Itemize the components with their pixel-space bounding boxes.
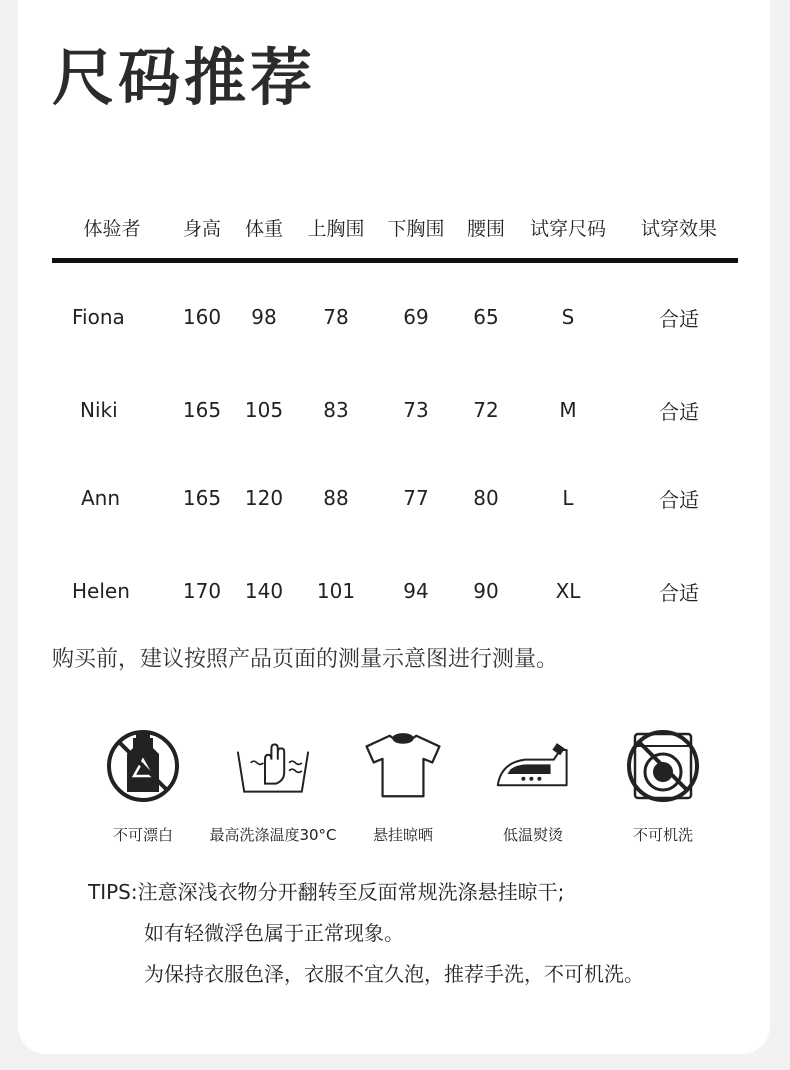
- cell-under-bust: 69: [403, 305, 429, 329]
- tips-line-1: TIPS:注意深浅衣物分开翻转至反面常规洗涤悬挂晾干;: [88, 880, 565, 904]
- cell-tester: Helen: [72, 579, 130, 603]
- header-height: 身高: [172, 196, 232, 261]
- hand-wash-icon: [233, 726, 313, 806]
- care-item-no-machine-wash: [598, 726, 728, 856]
- low-iron-icon: [493, 726, 573, 806]
- cell-upper-bust: 78: [323, 305, 349, 329]
- table-row: [52, 449, 738, 547]
- care-label: 最高洗涤温度30°C: [209, 826, 337, 844]
- no-bleach-icon: [103, 726, 183, 806]
- cell-height: 170: [182, 579, 222, 603]
- cell-under-bust: 73: [403, 398, 429, 422]
- care-item-no-bleach: [78, 726, 208, 856]
- cell-size: S: [561, 305, 575, 329]
- header-size: 试穿尺码: [516, 196, 620, 261]
- cell-weight: 98: [251, 305, 277, 329]
- cell-height: 165: [182, 398, 222, 422]
- cell-tester: Niki: [80, 398, 118, 422]
- cell-waist: 72: [473, 398, 499, 422]
- care-label: 低温熨烫: [502, 826, 563, 844]
- cell-upper-bust: 88: [323, 486, 349, 510]
- table-row: [52, 371, 738, 449]
- table-header-row: [52, 196, 738, 261]
- hang-dry-icon: [363, 726, 443, 806]
- cell-under-bust: 94: [403, 579, 429, 603]
- cell-weight: 105: [244, 398, 284, 422]
- tips-line-3: 为保持衣服色泽，衣服不宜久泡，推荐手洗，不可机洗。: [144, 962, 644, 986]
- care-label: 不可漂白: [112, 826, 173, 844]
- cell-size: M: [559, 398, 577, 422]
- header-under-bust: 下胸围: [376, 196, 456, 261]
- measurement-note: 购买前，建议按照产品页面的测量示意图进行测量。: [52, 647, 559, 672]
- cell-tester: Ann: [81, 486, 121, 510]
- size-table: [52, 196, 738, 635]
- cell-size: XL: [555, 579, 581, 603]
- care-label: 悬挂晾晒: [372, 826, 433, 844]
- cell-size: L: [562, 486, 574, 510]
- header-fit: 试穿效果: [620, 196, 738, 261]
- cell-fit: 合适: [659, 580, 699, 605]
- cell-weight: 120: [244, 486, 284, 510]
- cell-height: 160: [182, 305, 222, 329]
- no-machine-wash-icon: [623, 726, 703, 806]
- care-item-hang-dry: [338, 726, 468, 856]
- header-upper-bust: 上胸围: [296, 196, 376, 261]
- table-row: [52, 547, 738, 635]
- header-waist: 腰围: [456, 196, 516, 261]
- header-weight: 体重: [232, 196, 296, 261]
- care-item-low-iron: [468, 726, 598, 856]
- tips-block: [88, 872, 644, 995]
- cell-upper-bust: 83: [323, 398, 349, 422]
- cell-upper-bust: 101: [316, 579, 356, 603]
- care-instructions: [78, 726, 728, 856]
- cell-fit: 合适: [659, 487, 699, 512]
- cell-fit: 合适: [659, 306, 699, 331]
- table-row: [52, 261, 738, 372]
- tips-line-2: 如有轻微浮色属于正常现象。: [144, 921, 404, 945]
- cell-weight: 140: [244, 579, 284, 603]
- cell-waist: 65: [473, 305, 499, 329]
- header-tester: 体验者: [52, 196, 172, 261]
- care-item-hand-wash: [208, 726, 338, 856]
- cell-tester: Fiona: [72, 305, 125, 329]
- cell-under-bust: 77: [403, 486, 429, 510]
- cell-height: 165: [182, 486, 222, 510]
- page-title: 尺码推荐: [52, 41, 317, 114]
- care-label: 不可机洗: [632, 826, 693, 844]
- cell-waist: 80: [473, 486, 499, 510]
- cell-fit: 合适: [659, 399, 699, 424]
- cell-waist: 90: [473, 579, 499, 603]
